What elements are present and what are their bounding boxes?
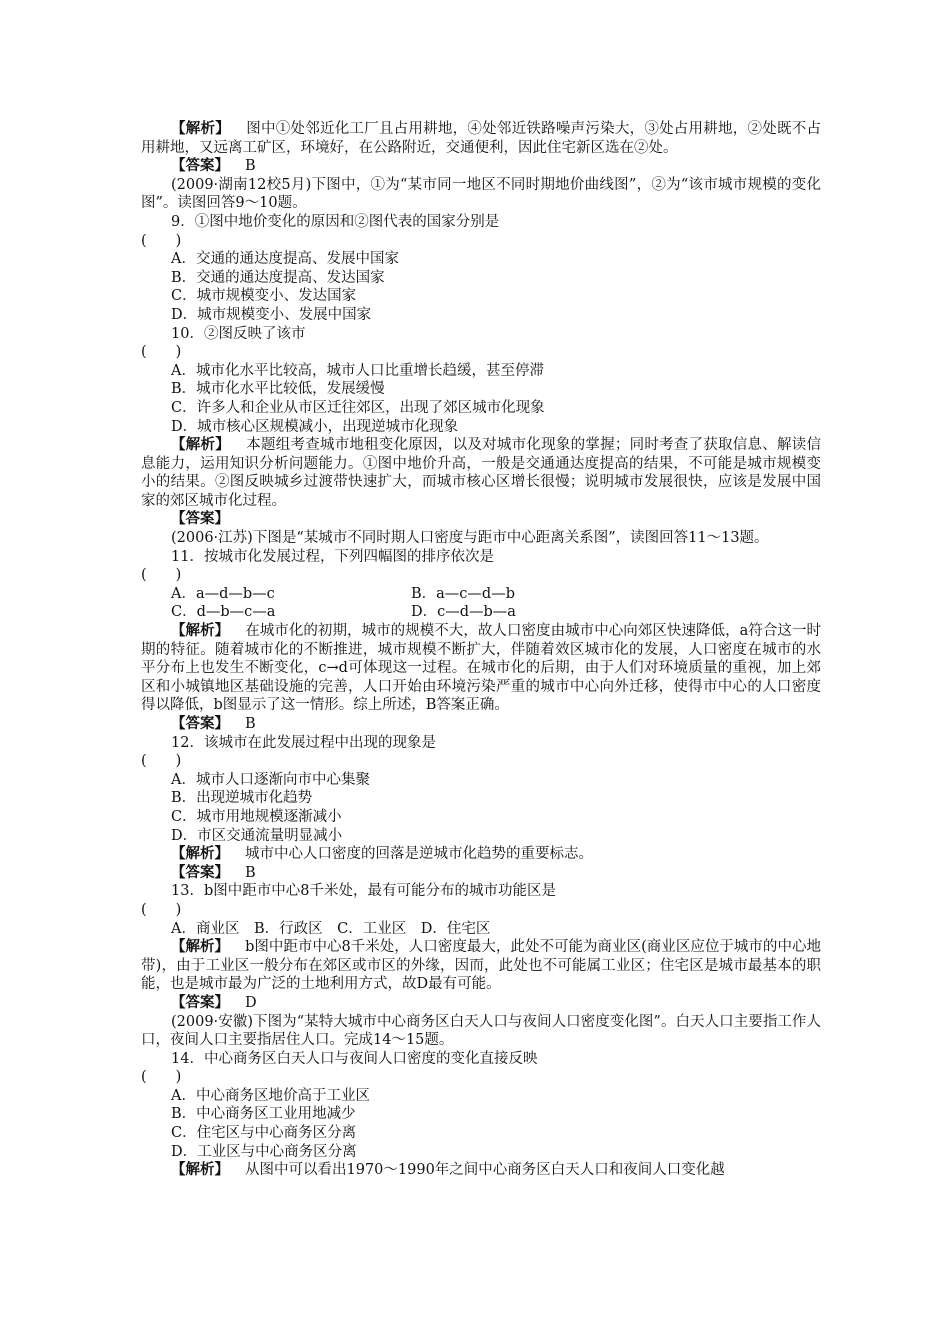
intro-9-10: (2009·湖南12校5月)下图中，①为“某市同一地区不同时期地价曲线图”，②为“该市城市规模的变化图”。读图回答9～10题。 xyxy=(141,176,821,212)
analysis-label: 【解析】 xyxy=(171,938,230,956)
q12-option-d: D．市区交通流量明显减小 xyxy=(171,827,343,844)
q9-option-a: A．交通的通达度提高、发展中国家 xyxy=(171,251,399,268)
q13-option-d: D．住宅区 xyxy=(420,920,491,937)
q9-option-b: B．交通的通达度提高、发达国家 xyxy=(171,269,385,286)
q10-analysis: 【解析】 本题组考查城市地租变化原因，以及对城市化现象的掌握；同时考查了获取信息、解读信息能力，运用知识分析问题能力。①图中地价升高，一般是交通通达度提高的结果，不可能是城市规模变小的结果。②图反映城乡过渡带快速扩大，而城市核心区增长很慢；说明城市发展很快，应该是发展中国家的郊区城市化过程。 xyxy=(141,436,822,509)
q11-option-d: D．c—d—b—a xyxy=(411,604,516,621)
answer-label: 【答案】 xyxy=(171,157,229,175)
q10-option-d: D．城市核心区规模减小，出现逆城市化现象 xyxy=(171,418,459,435)
q12-option-a: A．城市人口逐渐向市中心集聚 xyxy=(171,771,370,788)
analysis-label: 【解析】 xyxy=(171,436,230,454)
question-content xyxy=(141,120,821,1180)
intro-11-13: (2006·江苏)下图是“某城市不同时期人口密度与距市中心距离关系图”，读图回答11～13题。 xyxy=(171,530,769,547)
q13-analysis: 【解析】 b图中距市中心8千米处，人口密度最大，此处不可能为商业区(商业区应位于城市的中心地带)，由于工业区一般分布在郊区或市区的外缘，因而，此处也不可能属工业区；住宅区是城市最基本的职能，也是城市最为广泛的土地利用方式，故D最有可能。 xyxy=(141,938,821,993)
q9-answer-paren: ( ) xyxy=(141,232,182,249)
q14-stem: 14．中心商务区白天人口与夜间人口密度的变化直接反映 xyxy=(171,1050,538,1067)
q13-answer: 【答案】 D xyxy=(171,993,257,1011)
q10-answer xyxy=(141,510,821,529)
q14-option-d: D．工业区与中心商务区分离 xyxy=(171,1143,357,1160)
analysis-label: 【解析】 xyxy=(171,845,229,863)
q14-answer-paren: ( ) xyxy=(141,1069,182,1086)
analysis-label: 【解析】 xyxy=(171,1161,229,1179)
q10-stem: 10．②图反映了该市 xyxy=(171,325,306,342)
q12-answer-paren: ( ) xyxy=(141,753,182,770)
q9-option-d: D．城市规模变小、发展中国家 xyxy=(171,306,372,323)
q8-answer: 【答案】 B xyxy=(171,157,256,175)
q11-option-b: B．a—c—d—b xyxy=(411,585,515,602)
q11-option-c: C．d—b—c—a xyxy=(171,604,276,621)
q11-option-a: A．a—d—b—c xyxy=(171,585,275,602)
answer-label: 【答案】 xyxy=(171,510,229,528)
analysis-label: 【解析】 xyxy=(171,120,230,137)
q9-stem: 9．①图中地价变化的原因和②图代表的国家分别是 xyxy=(171,213,500,230)
q14-option-a: A．中心商务区地价高于工业区 xyxy=(171,1087,370,1104)
q12-answer: 【答案】 B xyxy=(171,863,256,881)
analysis-label: 【解析】 xyxy=(171,622,230,640)
q10-answer-paren: ( ) xyxy=(141,344,182,361)
q11-stem: 11．按城市化发展过程，下列四幅图的排序依次是 xyxy=(171,548,494,565)
q11-analysis: 【解析】 在城市化的初期，城市的规模不大，故人口密度由城市中心向郊区快速降低，a符合这一时期的特征。随着城市化的不断推进，城市规模不断扩大，伴随着效区城市化的发展，人口密度在城市的水平分布上也发生不断变化，c→d可体现这一过程。在城市化的后期，由于人们对环境质量的重视，加上郊区和小城镇地区基础设施的完善，人口开始由环境污染严重的城市中心向外迁移，使得市中心的人口密度得以降低，b图显示了这一情形。综上所述，B答案正确。 xyxy=(141,622,821,714)
answer-label: 【答案】 xyxy=(171,863,229,881)
q11-answer: 【答案】 B xyxy=(171,715,256,732)
answer-label: 【答案】 xyxy=(171,993,229,1011)
q13-stem: 13．b图中距市中心8千米处，最有可能分布的城市功能区是 xyxy=(171,883,556,900)
q9-option-c: C．城市规模变小、发达国家 xyxy=(171,288,357,305)
q13-answer-paren: ( ) xyxy=(141,901,182,918)
q13-option-a: A．商业区 xyxy=(171,920,240,937)
q8-analysis: 【解析】 图中①处邻近化工厂且占用耕地，④处邻近铁路噪声污染大，③处占用耕地，②处既不占用耕地，又远离工矿区，环境好，在公路附近，交通便利，因此住宅新区选在②处。 xyxy=(141,120,822,156)
q12-analysis: 【解析】 城市中心人口密度的回落是逆城市化趋势的重要标志。 xyxy=(171,845,593,863)
q10-option-b: B．城市化水平比较低，发展缓慢 xyxy=(171,381,385,398)
q14-option-b: B．中心商务区工业用地减少 xyxy=(171,1106,356,1123)
q11-options-row-1 xyxy=(141,585,821,604)
q11-answer-paren: ( ) xyxy=(141,567,182,584)
answer-label: 【答案】 xyxy=(171,715,229,732)
q12-stem: 12．该城市在此发展过程中出现的现象是 xyxy=(171,734,436,751)
q13-option-c: C．工业区 xyxy=(337,920,407,937)
q13-options-row xyxy=(141,920,821,939)
q12-option-b: B．出现逆城市化趋势 xyxy=(171,790,313,807)
intro-14-15: (2009·安徽)下图为“某特大城市中心商务区白天人口与夜间人口密度变化图”。白天人口主要指工作人口，夜间人口主要指居住人口。完成14～15题。 xyxy=(141,1013,821,1049)
q13-option-b: B．行政区 xyxy=(253,920,323,937)
q10-option-a: A．城市化水平比较高，城市人口比重增长趋缓，甚至停滞 xyxy=(171,362,544,379)
q14-analysis: 【解析】 从图中可以看出1970～1990年之间中心商务区白天人口和夜间人口变化越 xyxy=(171,1161,725,1179)
q10-option-c: C．许多人和企业从市区迁往郊区，出现了郊区城市化现象 xyxy=(171,399,545,416)
q12-option-c: C．城市用地规模逐渐减小 xyxy=(171,808,342,825)
q14-option-c: C．住宅区与中心商务区分离 xyxy=(171,1125,357,1142)
q11-options-row-2 xyxy=(141,603,821,622)
